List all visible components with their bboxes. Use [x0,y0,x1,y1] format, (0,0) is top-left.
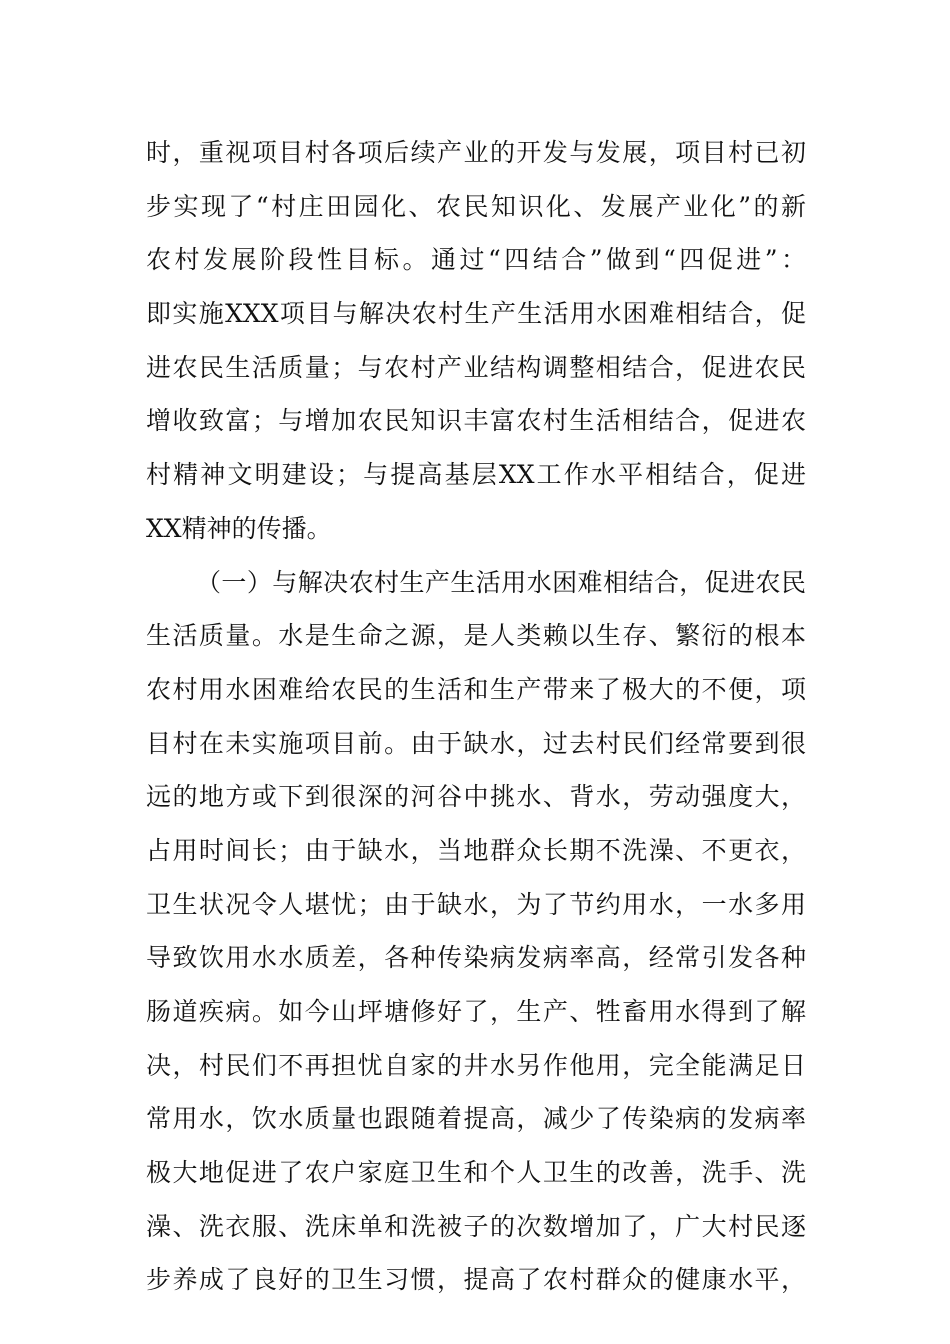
text-line: 极大地促进了农户家庭卫生和个人卫生的改善，洗手、洗 [146,1158,806,1188]
text-line: 远的地方或下到很深的河谷中挑水、背水，劳动强度大， [146,782,806,812]
text-line: 步养成了良好的卫生习惯，提高了农村群众的健康水平， [146,1265,806,1295]
text-line: 常用水，饮水质量也跟随着提高，减少了传染病的发病率 [146,1104,806,1134]
text-line: 时，重视项目村各项后续产业的开发与发展，项目村已初 [146,138,806,167]
text-line: 目村在未实施项目前。由于缺水，过去村民们经常要到很 [146,728,806,758]
text-line: 步实现了“村庄田园化、农民知识化、发展产业化”的新 [146,191,806,221]
text-line: 占用时间长；由于缺水，当地群众长期不洗澡、不更衣， [146,835,806,865]
text-line: 村精神文明建设；与提高基层XX工作水平相结合，促进 [146,460,806,490]
text-line: 增收致富；与增加农民知识丰富农村生活相结合，促进农 [146,406,806,436]
text-line: 澡、洗衣服、洗床单和洗被子的次数增加了，广大村民逐 [146,1211,806,1241]
text-line: 进农民生活质量；与农村产业结构调整相结合，促进农民 [146,352,806,382]
text-line: 决，村民们不再担忧自家的井水另作他用，完全能满足日 [146,1050,806,1080]
text-line: 农村发展阶段性目标。通过“四结合”做到“四促进”： [146,245,806,275]
text-line: 肠道疾病。如今山坪塘修好了，生产、牲畜用水得到了解 [146,997,806,1026]
text-line: 农村用水困难给农民的生活和生产带来了极大的不便，项 [146,674,806,704]
text-line: 卫生状况令人堪忧；由于缺水，为了节约用水，一水多用 [146,889,806,919]
body-text [146,126,806,1307]
paragraph-end-line: XX精神的传播。 [146,513,332,543]
text-line: 生活质量。水是生命之源，是人类赖以生存、繁衍的根本 [146,621,806,651]
section-heading-line: （一）与解决农村生产生活用水困难相结合，促进农民 [196,567,806,597]
text-line: 即实施XXX项目与解决农村生产生活用水困难相结合，促 [146,299,806,329]
text-line: 导致饮用水水质差，各种传染病发病率高，经常引发各种 [146,943,806,973]
